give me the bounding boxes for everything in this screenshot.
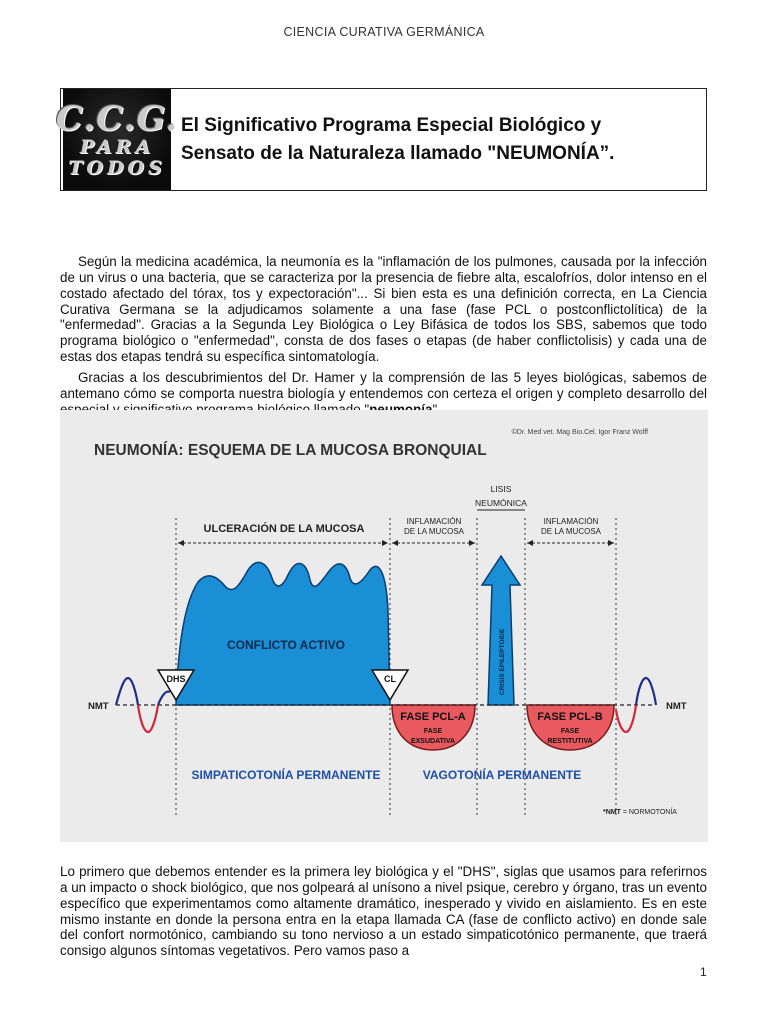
wave-right-top xyxy=(636,678,656,705)
document-title xyxy=(171,112,706,168)
crisis-label: CRISIS EPILEPTOIDE xyxy=(499,628,506,695)
footnote-rest: = NORMOTONÍA xyxy=(620,809,677,816)
active-conflict-label: CONFLICTO ACTIVO xyxy=(227,638,345,652)
active-conflict-area xyxy=(176,562,390,705)
nmt-right-label: NMT xyxy=(666,701,687,712)
inflammation-a-line1: INFLAMACIÓN xyxy=(406,517,462,526)
paragraph-3: Lo primero que debemos entender es la primera ley biológica y el "DHS", siglas que usamos para referirnos a un impacto o shock biológico, que nos golpeará al unísono a nivel psique, cerebro y órgano, tras un evento específico que experimentamos como altamente dramático, inesperado y vivido en aislamiento. Es en este mismo instante en donde la persona entra en la etapa llamada CA (fase de conflicto activo) en donde sale del confort normotónico, cambiando su tono nervioso a un estado simpaticotónico permanente, que traerá consigo algunos síntomas vegetativos. Pero vamos paso a xyxy=(60,864,707,958)
phase-b-sub2: RESTITUTIVA xyxy=(547,738,593,745)
phase-a-sub1: FASE xyxy=(423,728,443,735)
diagram-svg xyxy=(60,410,708,842)
wave-left-top xyxy=(116,678,138,705)
page-number: 1 xyxy=(700,965,707,979)
running-header: CIENCIA CURATIVA GERMÁNICA xyxy=(283,25,485,39)
lysis-line2: NEUMÓNICA xyxy=(475,498,527,508)
inflammation-b-line1: INFLAMACIÓN xyxy=(543,517,599,526)
logo-line-2: PARA xyxy=(79,135,155,158)
logo-line-1: C.C.G. xyxy=(55,98,179,139)
wave-left-tail xyxy=(158,692,170,705)
sympathicotonia-label: SIMPATICOTONÍA PERMANENTE xyxy=(191,768,381,782)
nmt-footnote xyxy=(603,807,677,816)
title-box xyxy=(55,88,707,191)
pneumonia-diagram xyxy=(60,410,708,842)
dhs-label: DHS xyxy=(166,674,186,684)
title-line-1: El Significativo Programa Especial Biológico y xyxy=(181,114,602,136)
inflammation-b-line2: DE LA MUCOSA xyxy=(540,527,602,536)
wave-left-bottom xyxy=(138,705,158,732)
diagram-title: NEUMONÍA: ESQUEMA DE LA MUCOSA BRONQUIAL xyxy=(94,442,487,459)
phase-a-sub2: EXSUDATIVA xyxy=(410,738,456,745)
cl-label: CL xyxy=(384,674,396,684)
paragraph-2-text: Gracias a los descubrimientos del Dr. Hamer y la comprensión de las 5 leyes biológicas, sabemos de antemano cómo se comporta nuestra biología y entendemos con certeza el origen y completo desarrollo del xyxy=(60,370,707,402)
paragraph-1: Según la medicina académica, la neumonía es la "inflamación de los pulmones, causada por la infección de un virus o una bacteria, que se caracteriza por la presencia de fiebre alta, escalofríos, dolor intenso en el costado afectado del tórax, tos y expectoración"... Si bien esta es una definición correcta, en La Ciencia Curativa Germana se la adjudicamos solamente a una fase (fase PCL o postconflictolítica) de la "enfermedad". Gracias a la Segunda Ley Biológica o Ley Bifásica de todos los SBS, sabemos que todo programa biológico o "enfermedad", consta de dos fases o etapas (de haber conflictolisis) y cada una de estas dos etapas tendrá su específica sintomatología. xyxy=(60,254,707,364)
wave-right-bottom xyxy=(616,705,636,732)
diagram-copyright: ©Dr. Med vet. Mag Bio.Cel. Igor Franz Wolff xyxy=(511,429,648,436)
ulceration-label: ULCERACIÓN DE LA MUCOSA xyxy=(203,523,365,535)
inflammation-a-line2: DE LA MUCOSA xyxy=(403,527,465,536)
logo-line-3: TODOS xyxy=(68,156,166,179)
phase-a-label: FASE PCL-A xyxy=(400,711,466,723)
footnote-bold: *NMT xyxy=(603,809,621,816)
nmt-left-label: NMT xyxy=(88,701,109,712)
lysis-line1: LISIS xyxy=(490,484,512,494)
phase-b-label: FASE PCL-B xyxy=(537,711,603,723)
title-line-2: Sensato de la Naturaleza llamado "NEUMONÍA”. xyxy=(181,142,615,164)
ccg-logo xyxy=(55,89,179,190)
phase-b-sub1: FASE xyxy=(560,728,580,735)
vagotonia-label: VAGOTONÍA PERMANENTE xyxy=(422,768,582,782)
